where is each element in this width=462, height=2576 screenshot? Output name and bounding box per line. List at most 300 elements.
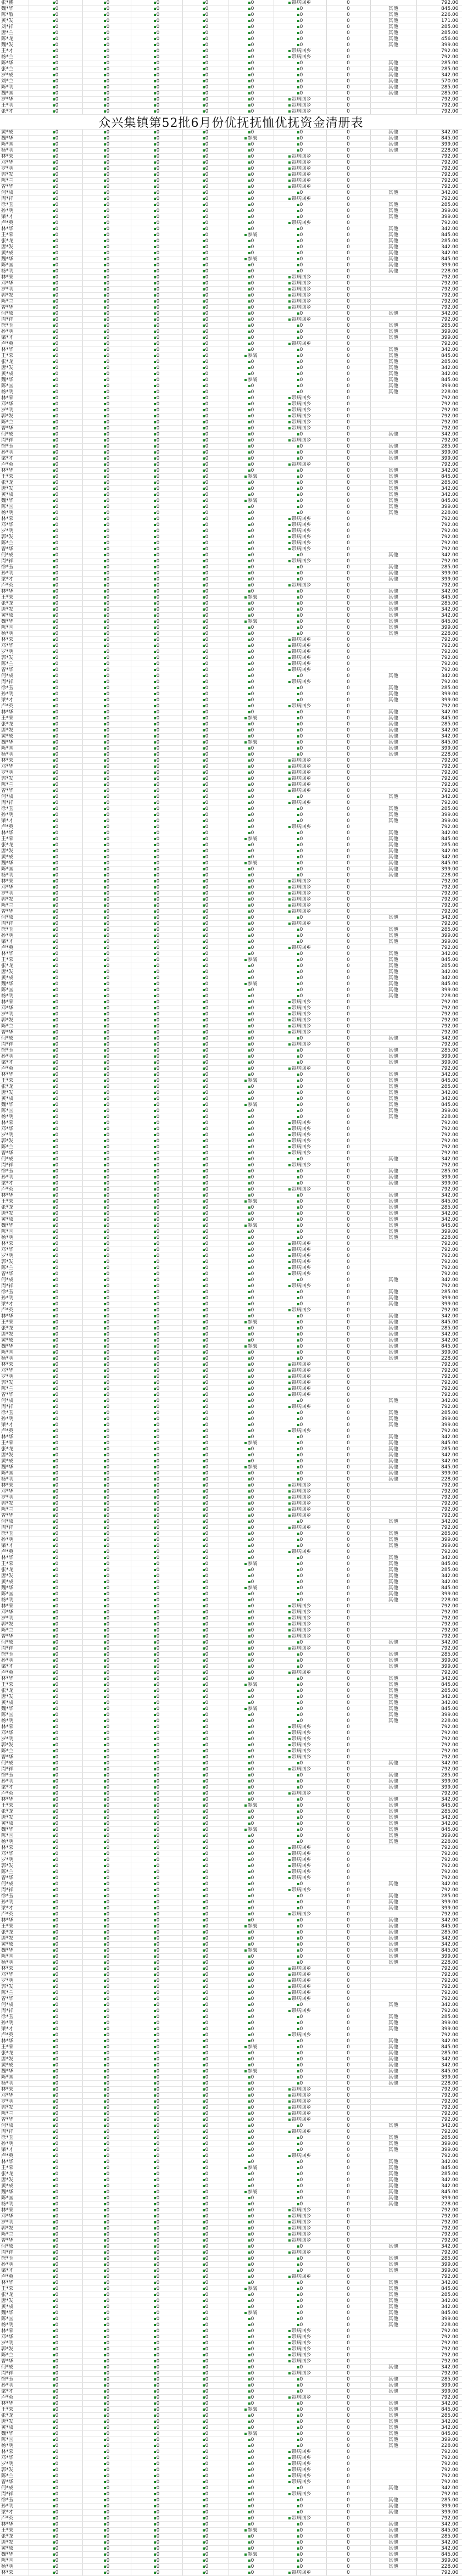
check-marker-icon — [297, 820, 299, 822]
amount-cell: 342.00 — [416, 1036, 462, 1042]
check-marker-icon — [297, 1219, 299, 1221]
field-cell: 带病回乡 — [274, 1489, 326, 1495]
check-marker-icon — [203, 500, 205, 502]
check-marker-icon — [104, 1672, 106, 1674]
name-cell: 林*华 — [0, 951, 29, 957]
name-cell: 孙*明 — [0, 450, 29, 456]
field-cell: 0 — [326, 468, 370, 474]
check-marker-icon — [203, 240, 205, 242]
check-marker-icon — [53, 1086, 55, 1088]
field-cell: 0 — [82, 1108, 131, 1114]
field-cell: 0 — [182, 256, 229, 262]
field-cell: 0 — [326, 963, 370, 969]
table-row — [0, 897, 462, 903]
field-cell: 0 — [274, 915, 326, 921]
check-marker-icon — [104, 476, 106, 478]
check-marker-icon — [244, 741, 247, 744]
check-marker-icon — [53, 802, 55, 804]
check-marker-icon — [203, 1267, 205, 1269]
field-cell: 0 — [182, 1561, 229, 1567]
table-row — [0, 0, 462, 6]
name-cell: 徐*玉 — [0, 323, 29, 329]
check-marker-icon — [53, 512, 55, 514]
field-cell: 0 — [326, 1773, 370, 1779]
field-cell: 0 — [131, 546, 182, 552]
amount-cell: 792.00 — [416, 1392, 462, 1398]
field-cell: 0 — [182, 1253, 229, 1259]
table-row — [0, 1241, 462, 1247]
field-cell: 0 — [131, 1754, 182, 1761]
name-cell: 唐*发 — [0, 365, 29, 371]
field-cell: 0 — [29, 359, 82, 365]
field-cell: 参战 — [229, 595, 274, 601]
field-cell: 0 — [274, 1036, 326, 1042]
field-cell: 0 — [82, 1175, 131, 1181]
field-cell: 0 — [229, 1748, 274, 1754]
field-cell: 带病回乡 — [274, 1187, 326, 1193]
check-marker-icon — [203, 874, 205, 876]
name-cell: 刘*兰 — [0, 79, 29, 85]
field-cell: 0 — [82, 492, 131, 498]
name-cell: 孙*明 — [0, 691, 29, 697]
field-cell: 0 — [131, 746, 182, 752]
field-cell: 0 — [131, 945, 182, 951]
field-cell: 0 — [131, 625, 182, 631]
check-marker-icon — [104, 1502, 106, 1505]
field-cell: 0 — [229, 1307, 274, 1314]
field-cell: 0 — [326, 691, 370, 697]
check-marker-icon — [203, 953, 205, 955]
table-row — [0, 1700, 462, 1706]
check-marker-icon — [248, 778, 251, 780]
check-marker-icon — [288, 1285, 291, 1287]
field-cell: 0 — [229, 371, 274, 377]
field-cell: 其他 — [370, 1434, 416, 1440]
field-cell: 0 — [229, 709, 274, 716]
field-cell: 0 — [131, 1320, 182, 1326]
field-cell: 0 — [29, 709, 82, 716]
field-cell: 0 — [326, 1005, 370, 1012]
check-marker-icon — [203, 669, 205, 671]
field-cell: 0 — [82, 1513, 131, 1519]
check-marker-icon — [248, 1170, 251, 1172]
field-cell: 参战 — [229, 957, 274, 963]
field-cell: 0 — [182, 927, 229, 933]
check-marker-icon — [104, 1104, 106, 1106]
field-cell: 0 — [229, 1428, 274, 1434]
check-marker-icon — [154, 500, 156, 502]
field-cell: 0 — [131, 1253, 182, 1259]
field-cell: 0 — [229, 824, 274, 830]
amount-cell: 845.00 — [416, 1223, 462, 1229]
table-row — [0, 420, 462, 426]
field-cell: 0 — [326, 939, 370, 945]
amount-cell: 226.00 — [416, 12, 462, 18]
check-marker-icon — [203, 910, 205, 913]
check-marker-icon — [154, 1212, 156, 1215]
amount-cell: 342.00 — [416, 1700, 462, 1706]
field-cell: 其他 — [370, 329, 416, 335]
field-cell: 0 — [326, 740, 370, 746]
name-cell: 何*成 — [0, 1036, 29, 1042]
check-marker-icon — [154, 1303, 156, 1305]
field-cell: 0 — [182, 474, 229, 480]
field-cell: 0 — [274, 214, 326, 220]
field-cell: 0 — [182, 1241, 229, 1247]
amount-cell: 792.00 — [416, 1283, 462, 1289]
table-row — [0, 510, 462, 516]
check-marker-icon — [154, 850, 156, 852]
check-marker-icon — [248, 796, 251, 798]
field-cell: 0 — [82, 371, 131, 377]
field-cell: 0 — [131, 1779, 182, 1785]
field-cell: 0 — [29, 250, 82, 256]
field-cell: 0 — [182, 842, 229, 848]
table-row — [0, 1682, 462, 1688]
amount-cell: 792.00 — [416, 758, 462, 764]
field-cell: 0 — [29, 383, 82, 389]
field-cell: 0 — [274, 323, 326, 329]
check-marker-icon — [244, 1104, 247, 1106]
field-cell: 0 — [82, 1543, 131, 1549]
check-marker-icon — [53, 524, 55, 526]
check-marker-icon — [288, 1515, 291, 1517]
field-cell: 0 — [229, 818, 274, 824]
field-cell: 0 — [29, 172, 82, 178]
check-marker-icon — [248, 729, 251, 731]
table-row — [0, 462, 462, 468]
check-marker-icon — [288, 1376, 291, 1378]
field-cell: 0 — [229, 36, 274, 42]
page-title: 众兴集镇第52批6月份优抚抚恤优抚资金清册表 — [98, 116, 364, 130]
check-marker-icon — [248, 192, 251, 194]
field-cell — [370, 160, 416, 166]
check-marker-icon — [203, 923, 205, 925]
field-cell: 带病回乡 — [274, 1018, 326, 1024]
field-cell: 0 — [182, 359, 229, 365]
field-cell: 0 — [29, 1078, 82, 1084]
name-cell: 张*龙 — [0, 238, 29, 244]
field-cell: 0 — [29, 311, 82, 317]
check-marker-icon — [53, 1279, 55, 1281]
check-marker-icon — [248, 1545, 251, 1547]
field-cell — [370, 1307, 416, 1314]
check-marker-icon — [154, 240, 156, 242]
check-marker-icon — [203, 1339, 205, 1342]
field-cell: 0 — [326, 1362, 370, 1368]
field-cell: 0 — [229, 1767, 274, 1773]
check-marker-icon — [104, 1659, 106, 1662]
field-cell: 0 — [82, 1519, 131, 1525]
check-marker-icon — [203, 1744, 205, 1746]
check-marker-icon — [203, 1418, 205, 1420]
check-marker-icon — [248, 80, 251, 82]
check-marker-icon — [297, 379, 299, 381]
field-cell: 0 — [182, 558, 229, 565]
field-cell: 0 — [29, 516, 82, 522]
field-cell: 带病回乡 — [274, 1066, 326, 1072]
field-cell: 0 — [326, 1163, 370, 1169]
table-row — [0, 1078, 462, 1084]
check-marker-icon — [104, 959, 106, 961]
field-cell: 其他 — [370, 1332, 416, 1338]
field-cell: 0 — [326, 1410, 370, 1416]
field-cell: 0 — [82, 395, 131, 401]
field-cell — [370, 293, 416, 299]
name-cell: 周*祥 — [0, 921, 29, 927]
name-cell: 魏*华 — [0, 1585, 29, 1591]
field-cell: 0 — [182, 782, 229, 788]
field-cell — [370, 1501, 416, 1507]
check-marker-icon — [288, 923, 291, 925]
check-marker-icon — [203, 711, 205, 713]
check-marker-icon — [53, 167, 55, 170]
field-cell: 0 — [229, 444, 274, 450]
field-cell: 0 — [326, 879, 370, 885]
field-cell — [370, 1138, 416, 1144]
check-marker-icon — [203, 476, 205, 478]
field-cell: 0 — [29, 438, 82, 444]
check-marker-icon — [203, 1285, 205, 1287]
field-cell: 0 — [229, 97, 274, 103]
field-cell: 0 — [326, 311, 370, 317]
check-marker-icon — [248, 198, 251, 200]
field-cell: 0 — [131, 109, 182, 115]
check-marker-icon — [297, 488, 299, 490]
amount-cell: 285.00 — [416, 1652, 462, 1658]
check-marker-icon — [203, 1140, 205, 1142]
check-marker-icon — [203, 252, 205, 254]
check-marker-icon — [203, 1460, 205, 1462]
check-marker-icon — [154, 1333, 156, 1336]
field-cell: 0 — [29, 1742, 82, 1748]
field-cell: 0 — [182, 1120, 229, 1126]
check-marker-icon — [154, 669, 156, 671]
check-marker-icon — [154, 463, 156, 466]
amount-cell: 792.00 — [416, 534, 462, 540]
check-marker-icon — [203, 554, 205, 556]
check-marker-icon — [248, 1237, 251, 1239]
amount-cell: 792.00 — [416, 528, 462, 534]
table-row — [0, 1694, 462, 1700]
field-cell: 0 — [131, 1555, 182, 1561]
check-marker-icon — [248, 1152, 251, 1154]
table-row — [0, 54, 462, 60]
check-marker-icon — [154, 1726, 156, 1728]
check-marker-icon — [154, 80, 156, 82]
check-marker-icon — [154, 838, 156, 840]
check-marker-icon — [203, 838, 205, 840]
field-cell: 0 — [182, 1718, 229, 1724]
field-cell: 0 — [326, 190, 370, 196]
check-marker-icon — [297, 1762, 299, 1764]
check-marker-icon — [104, 560, 106, 562]
amount-cell: 399.00 — [416, 214, 462, 220]
check-marker-icon — [53, 639, 55, 641]
check-marker-icon — [154, 1581, 156, 1583]
check-marker-icon — [203, 735, 205, 737]
field-cell: 0 — [182, 438, 229, 444]
field-cell: 0 — [326, 722, 370, 728]
field-cell: 0 — [326, 30, 370, 36]
field-cell: 0 — [131, 1603, 182, 1610]
field-cell: 0 — [82, 1150, 131, 1156]
check-marker-icon — [53, 917, 55, 919]
check-marker-icon — [104, 778, 106, 780]
check-marker-icon — [288, 1388, 291, 1390]
field-cell: 0 — [182, 752, 229, 758]
amount-cell: 792.00 — [416, 661, 462, 667]
name-cell: 梁*才 — [0, 939, 29, 945]
check-marker-icon — [154, 1756, 156, 1758]
check-marker-icon — [154, 566, 156, 568]
check-marker-icon — [288, 1031, 291, 1033]
amount-cell: 342.00 — [416, 486, 462, 492]
table-row — [0, 740, 462, 746]
field-cell: 0 — [182, 1513, 229, 1519]
check-marker-icon — [288, 681, 291, 683]
check-marker-icon — [297, 1104, 299, 1106]
field-cell: 0 — [82, 1380, 131, 1386]
check-marker-icon — [53, 941, 55, 943]
check-marker-icon — [203, 536, 205, 538]
table-row — [0, 238, 462, 244]
field-cell: 0 — [29, 1748, 82, 1754]
check-marker-icon — [203, 1206, 205, 1209]
field-cell: 0 — [229, 800, 274, 806]
name-cell: 罗*明 — [0, 1132, 29, 1138]
check-marker-icon — [154, 1019, 156, 1021]
field-cell: 0 — [29, 413, 82, 420]
amount-cell: 792.00 — [416, 1144, 462, 1150]
check-marker-icon — [154, 1134, 156, 1136]
check-marker-icon — [203, 1454, 205, 1456]
field-cell: 0 — [131, 1591, 182, 1597]
check-marker-icon — [203, 1225, 205, 1227]
name-cell: 郭*发 — [0, 413, 29, 420]
field-cell: 0 — [82, 836, 131, 842]
name-cell: 黄*成 — [0, 975, 29, 981]
field-cell: 0 — [326, 758, 370, 764]
field-cell: 0 — [182, 142, 229, 148]
field-cell: 0 — [182, 1265, 229, 1271]
field-cell: 0 — [131, 716, 182, 722]
field-cell: 0 — [326, 36, 370, 42]
field-cell: 0 — [229, 1579, 274, 1585]
field-cell: 0 — [29, 1585, 82, 1591]
check-marker-icon — [53, 1641, 55, 1644]
check-marker-icon — [53, 451, 55, 454]
field-cell: 带病回乡 — [274, 1386, 326, 1392]
check-marker-icon — [248, 657, 251, 659]
field-cell: 0 — [326, 220, 370, 226]
amount-cell: 792.00 — [416, 1495, 462, 1501]
field-cell: 0 — [326, 933, 370, 939]
amount-cell: 792.00 — [416, 903, 462, 909]
field-cell: 0 — [29, 1114, 82, 1120]
check-marker-icon — [203, 542, 205, 544]
name-cell: 林*荣 — [0, 999, 29, 1005]
field-cell: 0 — [326, 54, 370, 60]
field-cell: 0 — [82, 1537, 131, 1543]
table-row — [0, 91, 462, 97]
check-marker-icon — [154, 361, 156, 363]
amount-cell: 792.00 — [416, 1754, 462, 1761]
field-cell: 0 — [131, 697, 182, 703]
field-cell: 0 — [82, 1767, 131, 1773]
field-cell: 其他 — [370, 347, 416, 353]
field-cell: 0 — [131, 6, 182, 12]
field-cell: 0 — [29, 24, 82, 30]
field-cell: 0 — [326, 1670, 370, 1676]
field-cell: 0 — [131, 951, 182, 957]
field-cell: 带病回乡 — [274, 166, 326, 172]
field-cell: 0 — [29, 1271, 82, 1277]
check-marker-icon — [154, 1551, 156, 1553]
check-marker-icon — [288, 186, 291, 188]
field-cell: 0 — [182, 1332, 229, 1338]
field-cell: 0 — [182, 1338, 229, 1344]
field-cell: 0 — [29, 1138, 82, 1144]
table-row — [0, 1628, 462, 1634]
field-cell: 参战 — [229, 377, 274, 383]
check-marker-icon — [154, 143, 156, 146]
field-cell — [370, 1163, 416, 1169]
field-cell: 0 — [229, 685, 274, 691]
field-cell: 0 — [274, 722, 326, 728]
field-cell: 0 — [229, 975, 274, 981]
name-cell: 何*成 — [0, 673, 29, 679]
field-cell: 0 — [326, 438, 370, 444]
field-cell — [370, 885, 416, 891]
check-marker-icon — [154, 1291, 156, 1293]
check-marker-icon — [248, 68, 251, 70]
check-marker-icon — [297, 1206, 299, 1209]
field-cell: 其他 — [370, 383, 416, 389]
check-marker-icon — [104, 965, 106, 967]
field-cell: 0 — [82, 1652, 131, 1658]
field-cell: 0 — [29, 860, 82, 867]
amount-cell: 285.00 — [416, 91, 462, 97]
check-marker-icon — [248, 1092, 251, 1094]
check-marker-icon — [104, 536, 106, 538]
name-cell: 何*成 — [0, 432, 29, 438]
field-cell: 0 — [326, 1712, 370, 1718]
field-cell: 0 — [229, 516, 274, 522]
check-marker-icon — [104, 1786, 106, 1789]
check-marker-icon — [154, 820, 156, 822]
field-cell: 其他 — [370, 468, 416, 474]
check-marker-icon — [154, 1490, 156, 1493]
field-cell: 其他 — [370, 1078, 416, 1084]
field-cell: 0 — [131, 1688, 182, 1694]
check-marker-icon — [288, 530, 291, 532]
check-marker-icon — [203, 790, 205, 792]
field-cell: 0 — [326, 275, 370, 281]
check-marker-icon — [248, 856, 251, 858]
field-cell: 0 — [229, 504, 274, 510]
field-cell: 0 — [229, 1730, 274, 1736]
check-marker-icon — [248, 1502, 251, 1505]
amount-cell: 792.00 — [416, 305, 462, 311]
field-cell: 0 — [82, 1428, 131, 1434]
field-cell: 0 — [326, 697, 370, 703]
field-cell: 0 — [29, 824, 82, 830]
check-marker-icon — [53, 1454, 55, 1456]
table-row — [0, 202, 462, 208]
field-cell: 带病回乡 — [274, 891, 326, 897]
check-marker-icon — [203, 1237, 205, 1239]
